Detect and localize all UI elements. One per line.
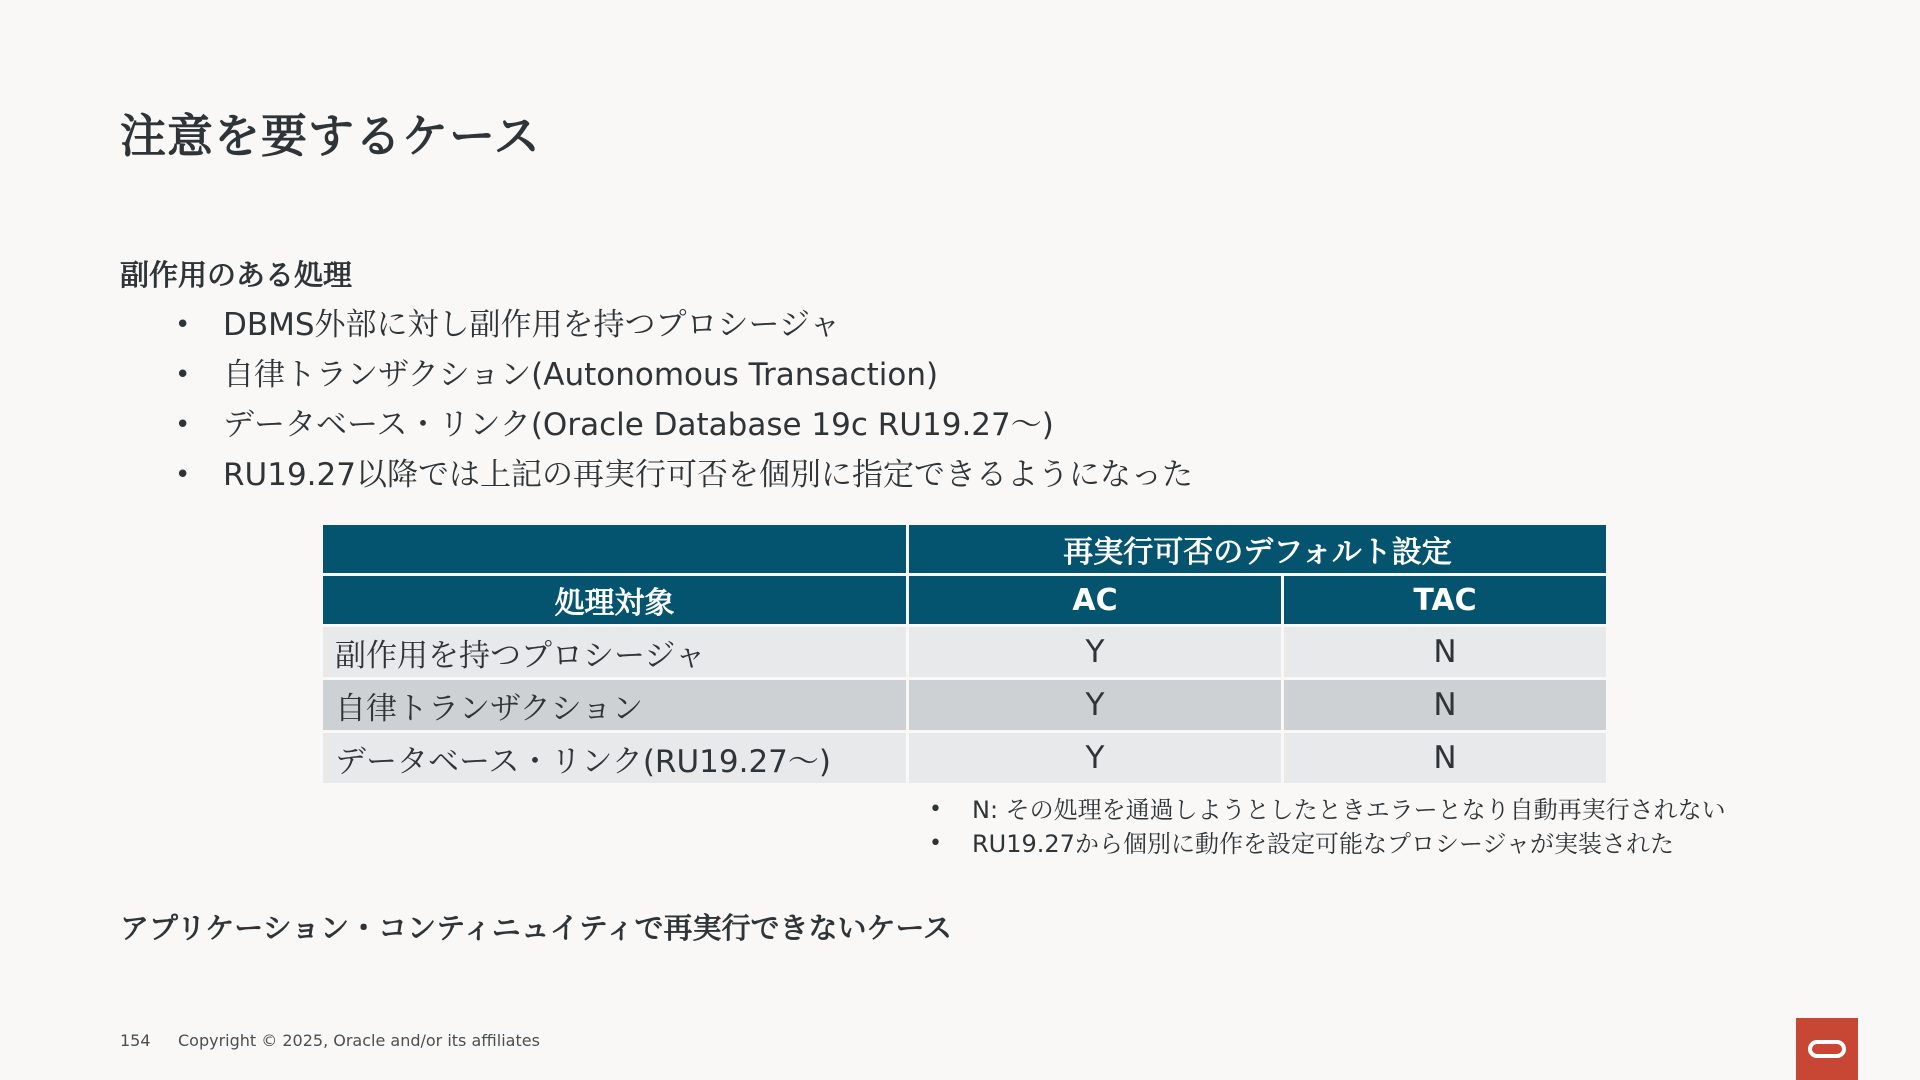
oracle-ring-shape [1808,1040,1846,1058]
section-heading-non-replayable: アプリケーション・コンティニュイティで再実行できないケース [120,911,953,945]
table-cell-ac: Y [909,680,1281,730]
table-group-header-row [323,525,1606,573]
table-row [323,733,1606,783]
note-item: • N: その処理を通過しようとしたときエラーとなり自動再実行されない [925,793,1726,827]
side-effects-bullet-list [175,300,1193,500]
bullet-item: • データベース・リンク(Oracle Database 19c RU19.27～) [175,400,1193,450]
table-cell-target: データベース・リンク(RU19.27～) [323,733,906,783]
column-header-tac: TAC [1284,576,1606,624]
copyright-text: Copyright © 2025, Oracle and/or its affiliates [178,1031,540,1050]
table-cell-target: 副作用を持つプロシージャ [323,627,906,677]
table-cell-tac: N [1284,627,1606,677]
table-cell-target: 自律トランザクション [323,680,906,730]
table-notes-list [925,793,1726,861]
table-cell-ac: Y [909,733,1281,783]
table-cell-tac: N [1284,733,1606,783]
table-header-row [323,576,1606,624]
table-cell-tac: N [1284,680,1606,730]
table-row [323,680,1606,730]
note-item: • RU19.27から個別に動作を設定可能なプロシージャが実装された [925,827,1726,861]
table-row [323,627,1606,677]
table-header-empty-cell [323,525,906,573]
column-header-target: 処理対象 [323,576,906,624]
table-cell-ac: Y [909,627,1281,677]
bullet-item: • DBMS外部に対し副作用を持つプロシージャ [175,300,1193,350]
page-title: 注意を要するケース [120,109,541,163]
bullet-item: • 自律トランザクション(Autonomous Transaction) [175,350,1193,400]
retry-default-table [320,522,1609,786]
section-heading-side-effects: 副作用のある処理 [120,258,353,292]
bullet-item: • RU19.27以降では上記の再実行可否を個別に指定できるようになった [175,450,1193,500]
table-group-header: 再実行可否のデフォルト設定 [909,525,1606,573]
oracle-logo-icon [1796,1018,1858,1080]
column-header-ac: AC [909,576,1281,624]
page-number: 154 [120,1031,151,1050]
